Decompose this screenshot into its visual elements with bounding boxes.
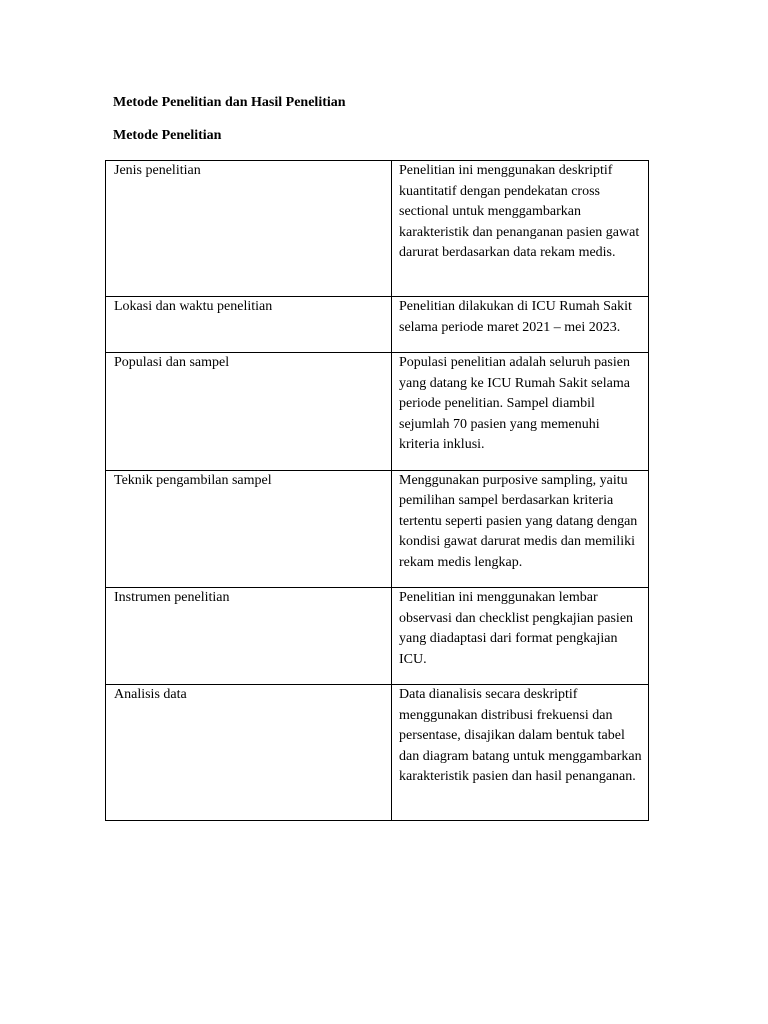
row-label: Jenis penelitian	[106, 161, 392, 297]
row-description: Menggunakan purposive sampling, yaitu pemilihan sampel berdasarkan kriteria tertentu seperti pasien yang datang dengan kondisi gawat darurat medis dan memiliki rekam medis lengkap.	[392, 470, 649, 588]
document-title: Metode Penelitian dan Hasil Penelitian	[113, 95, 346, 110]
table-row	[106, 161, 649, 297]
row-description: Penelitian dilakukan di ICU Rumah Sakit selama periode maret 2021 – mei 2023.	[392, 297, 649, 353]
row-label: Populasi dan sampel	[106, 353, 392, 471]
row-description: Penelitian ini menggunakan lembar observasi dan checklist pengkajian pasien yang diadaptasi dari format pengkajian ICU.	[392, 588, 649, 685]
table-row	[106, 353, 649, 471]
table-row	[106, 297, 649, 353]
table-row	[106, 588, 649, 685]
section-heading: Metode Penelitian	[113, 128, 222, 143]
row-label: Analisis data	[106, 685, 392, 821]
row-label: Instrumen penelitian	[106, 588, 392, 685]
table-row	[106, 685, 649, 821]
row-label: Lokasi dan waktu penelitian	[106, 297, 392, 353]
row-description: Penelitian ini menggunakan deskriptif kuantitatif dengan pendekatan cross sectional untuk menggambarkan karakteristik dan penanganan pasien gawat darurat berdasarkan data rekam medis.	[392, 161, 649, 297]
row-description: Data dianalisis secara deskriptif menggunakan distribusi frekuensi dan persentase, disajikan dalam bentuk tabel dan diagram batang untuk menggambarkan karakteristik pasien dan hasil penanganan.	[392, 685, 649, 821]
method-table	[105, 160, 649, 821]
table-row	[106, 470, 649, 588]
row-label: Teknik pengambilan sampel	[106, 470, 392, 588]
row-description: Populasi penelitian adalah seluruh pasien yang datang ke ICU Rumah Sakit selama periode penelitian. Sampel diambil sejumlah 70 pasien yang memenuhi kriteria inklusi.	[392, 353, 649, 471]
